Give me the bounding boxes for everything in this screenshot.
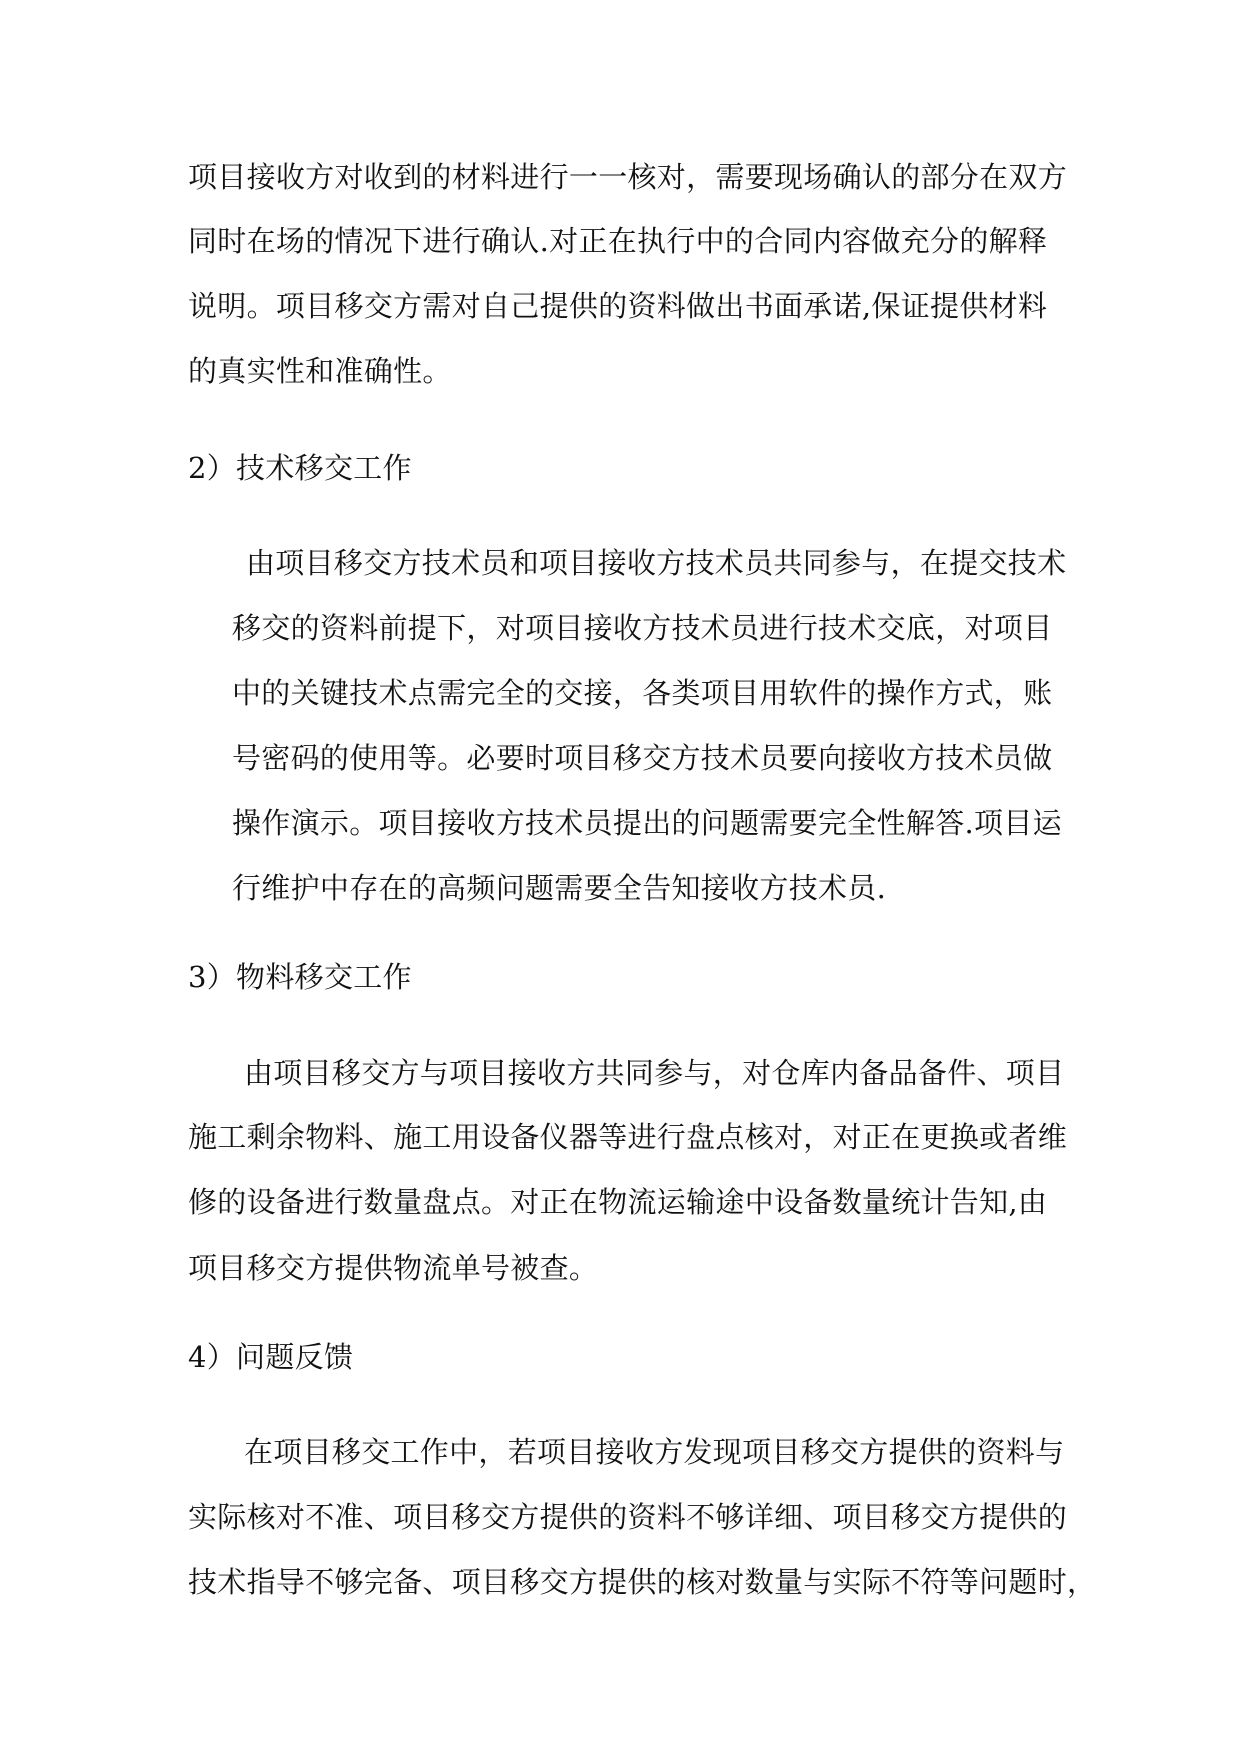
section-heading-4: 4）问题反馈 — [188, 1340, 354, 1374]
paragraph-1-line-2: 同时在场的情况下进行确认.对正在执行中的合同内容做充分的解释 — [188, 224, 1048, 258]
paragraph-2-line-5: 操作演示。项目接收方技术员提出的问题需要完全性解答.项目运 — [232, 806, 1062, 840]
section-heading-3: 3）物料移交工作 — [188, 960, 412, 994]
paragraph-3-line-4: 项目移交方提供物流单号被查。 — [188, 1251, 599, 1285]
paragraph-2-line-3: 中的关键技术点需完全的交接，各类项目用软件的操作方式，账 — [232, 676, 1053, 710]
paragraph-3-line-1: 由项目移交方与项目接收方共同参与，对仓库内备品备件、项目 — [244, 1056, 1065, 1090]
paragraph-2-line-2: 移交的资料前提下，对项目接收方技术员进行技术交底，对项目 — [232, 611, 1053, 645]
paragraph-2-line-4: 号密码的使用等。必要时项目移交方技术员要向接收方技术员做 — [232, 741, 1053, 775]
paragraph-1-line-4: 的真实性和准确性。 — [188, 354, 452, 388]
paragraph-4-line-2: 实际核对不准、项目移交方提供的资料不够详细、项目移交方提供的 — [188, 1500, 1068, 1534]
section-heading-2: 2）技术移交工作 — [188, 451, 412, 485]
paragraph-2-line-6: 行维护中存在的高频问题需要全告知接收方技术员. — [232, 871, 887, 905]
paragraph-1-line-3: 说明。项目移交方需对自己提供的资料做出书面承诺,保证提供材料 — [188, 289, 1048, 323]
paragraph-3-line-2: 施工剩余物料、施工用设备仪器等进行盘点核对，对正在更换或者维 — [188, 1120, 1068, 1154]
paragraph-2-line-1: 由项目移交方技术员和项目接收方技术员共同参与，在提交技术 — [246, 546, 1067, 580]
paragraph-1-line-1: 项目接收方对收到的材料进行一一核对，需要现场确认的部分在双方 — [188, 160, 1068, 194]
paragraph-3-line-3: 修的设备进行数量盘点。对正在物流运输途中设备数量统计告知,由 — [188, 1185, 1048, 1219]
paragraph-4-line-3: 技术指导不够完备、项目移交方提供的核对数量与实际不符等问题时， — [188, 1565, 1097, 1599]
paragraph-4-line-1: 在项目移交工作中，若项目接收方发现项目移交方提供的资料与 — [244, 1435, 1065, 1469]
